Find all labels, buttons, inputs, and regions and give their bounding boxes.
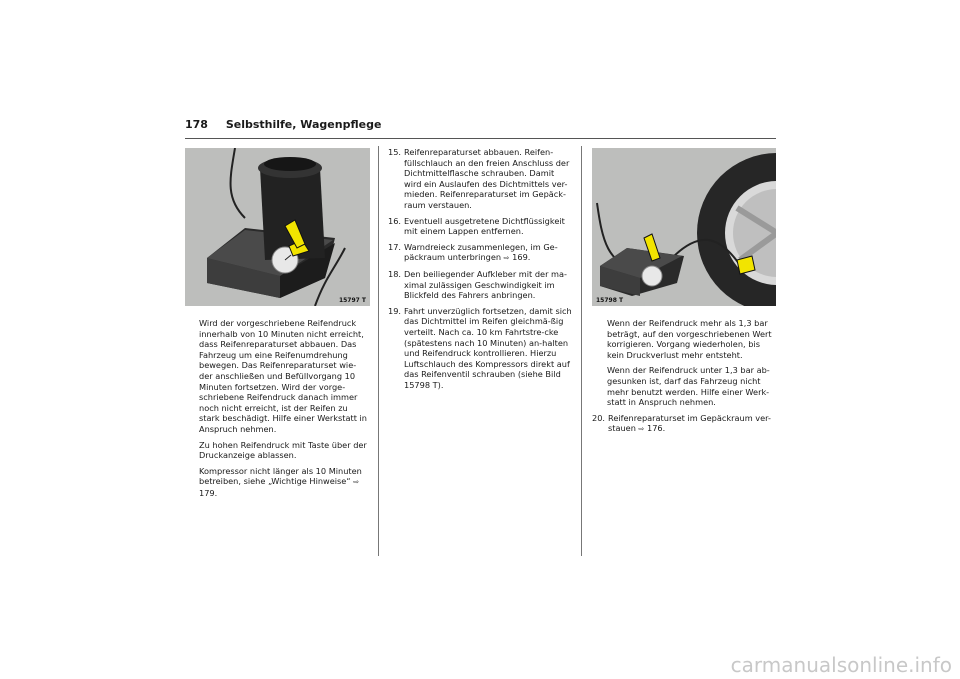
column-divider-left (378, 146, 379, 556)
figure-compressor (185, 148, 370, 306)
middle-column (388, 147, 574, 395)
page-ref: 176. (647, 423, 666, 434)
left-column (199, 318, 369, 504)
page-header (185, 118, 381, 131)
figure-code-right: 15798 T (596, 297, 624, 304)
page-ref-arrow-icon: ⇨ (503, 254, 510, 263)
step-item: 16. Eventuell ausgetretene Dichtflüssigkeit mit einem Lappen entfernen. (388, 215, 565, 237)
page-ref-arrow-icon: ⇨ (353, 478, 360, 487)
figure-code-left: 15797 T (338, 297, 366, 304)
step-item: 17. Warndreieck zusammenlegen, im Ge-päckraum unterbringen ⇨ 169. (388, 241, 558, 263)
tire-illustration (592, 148, 776, 306)
compressor-illustration (185, 148, 370, 306)
column-divider-right (581, 146, 582, 556)
page-title: Selbsthilfe, Wagenpflege (225, 118, 382, 131)
right-column (592, 318, 776, 440)
step-item: 18. Den beiliegender Aufkleber mit der ma-ximal zulässigen Geschwindigkeit im Blickfeld des Fahrers anbringen. (388, 268, 567, 301)
paragraph-pressure-below: Wenn der Reifendruck unter 1,3 bar ab-gesunken ist, darf das Fahrzeug nicht mehr benutzt werden. Hilfe einer Werk-statt in Anspruch nehmen. (607, 365, 770, 408)
header-rule (185, 138, 776, 139)
page-ref: 169. (512, 252, 531, 263)
paragraph-pressure-above: Wenn der Reifendruck mehr als 1,3 bar beträgt, auf den vorgeschriebenen Wert korrigieren. Vorgang wiederholen, bis kein Druckverlust mehr entsteht. (607, 318, 772, 360)
paragraph-pressure-not-reached: Wird der vorgeschriebene Reifendruck innerhalb von 10 Minuten nicht erreicht, dass Reifenreparaturset abbauen. Das Fahrzeug um eine Reifenumdrehung bewegen. Das Reifenreparaturset wie-der anschließen und Befüllvorgang 10 Minuten fortsetzen. Wird der vorge-schriebene Reifendruck danach immer noch nicht erreicht, ist der Reifen zu stark beschädigt. Hilfe einer Werkstatt in Anspruch nehmen. (199, 318, 367, 434)
step-item: 19. Fahrt unverzüglich fortsetzen, damit sich das Dichtmittel im Reifen gleichmä-ßig verteilt. Nach ca. 10 km Fahrtstre-cke (spätestens nach 10 Minuten) an-halten und Reifendruck kontrollieren. Hierzu Luftschlauch des Kompressors direkt auf das Reifenventil schrauben (siehe Bild 15798 T). (388, 305, 572, 390)
figure-compressor-tire (592, 148, 776, 306)
page-ref: 179. (199, 487, 218, 498)
paragraph-release-pressure: Zu hohen Reifendruck mit Taste über der Druckanzeige ablassen. (199, 439, 367, 461)
step-item: 15. Reifenreparaturset abbauen. Reifen-füllschlauch an den freien Anschluss der Dichtmittelflasche schrauben. Damit wird ein Auslaufen des Dichtmittels ver-mieden. Reifenreparaturset im Gepäck-raum verstauen. (388, 147, 570, 210)
page-number: 178 (185, 118, 208, 131)
step-item: 20. Reifenreparaturset im Gepäckraum ver-stauen ⇨ 176. (592, 412, 771, 434)
watermark: carmanualsonline.info (730, 653, 952, 677)
page-ref-arrow-icon: ⇨ (638, 425, 645, 434)
paragraph-compressor-limit: Kompressor nicht länger als 10 Minuten betreiben, siehe „Wichtige Hinweise“ ⇨ 179. (199, 465, 362, 498)
